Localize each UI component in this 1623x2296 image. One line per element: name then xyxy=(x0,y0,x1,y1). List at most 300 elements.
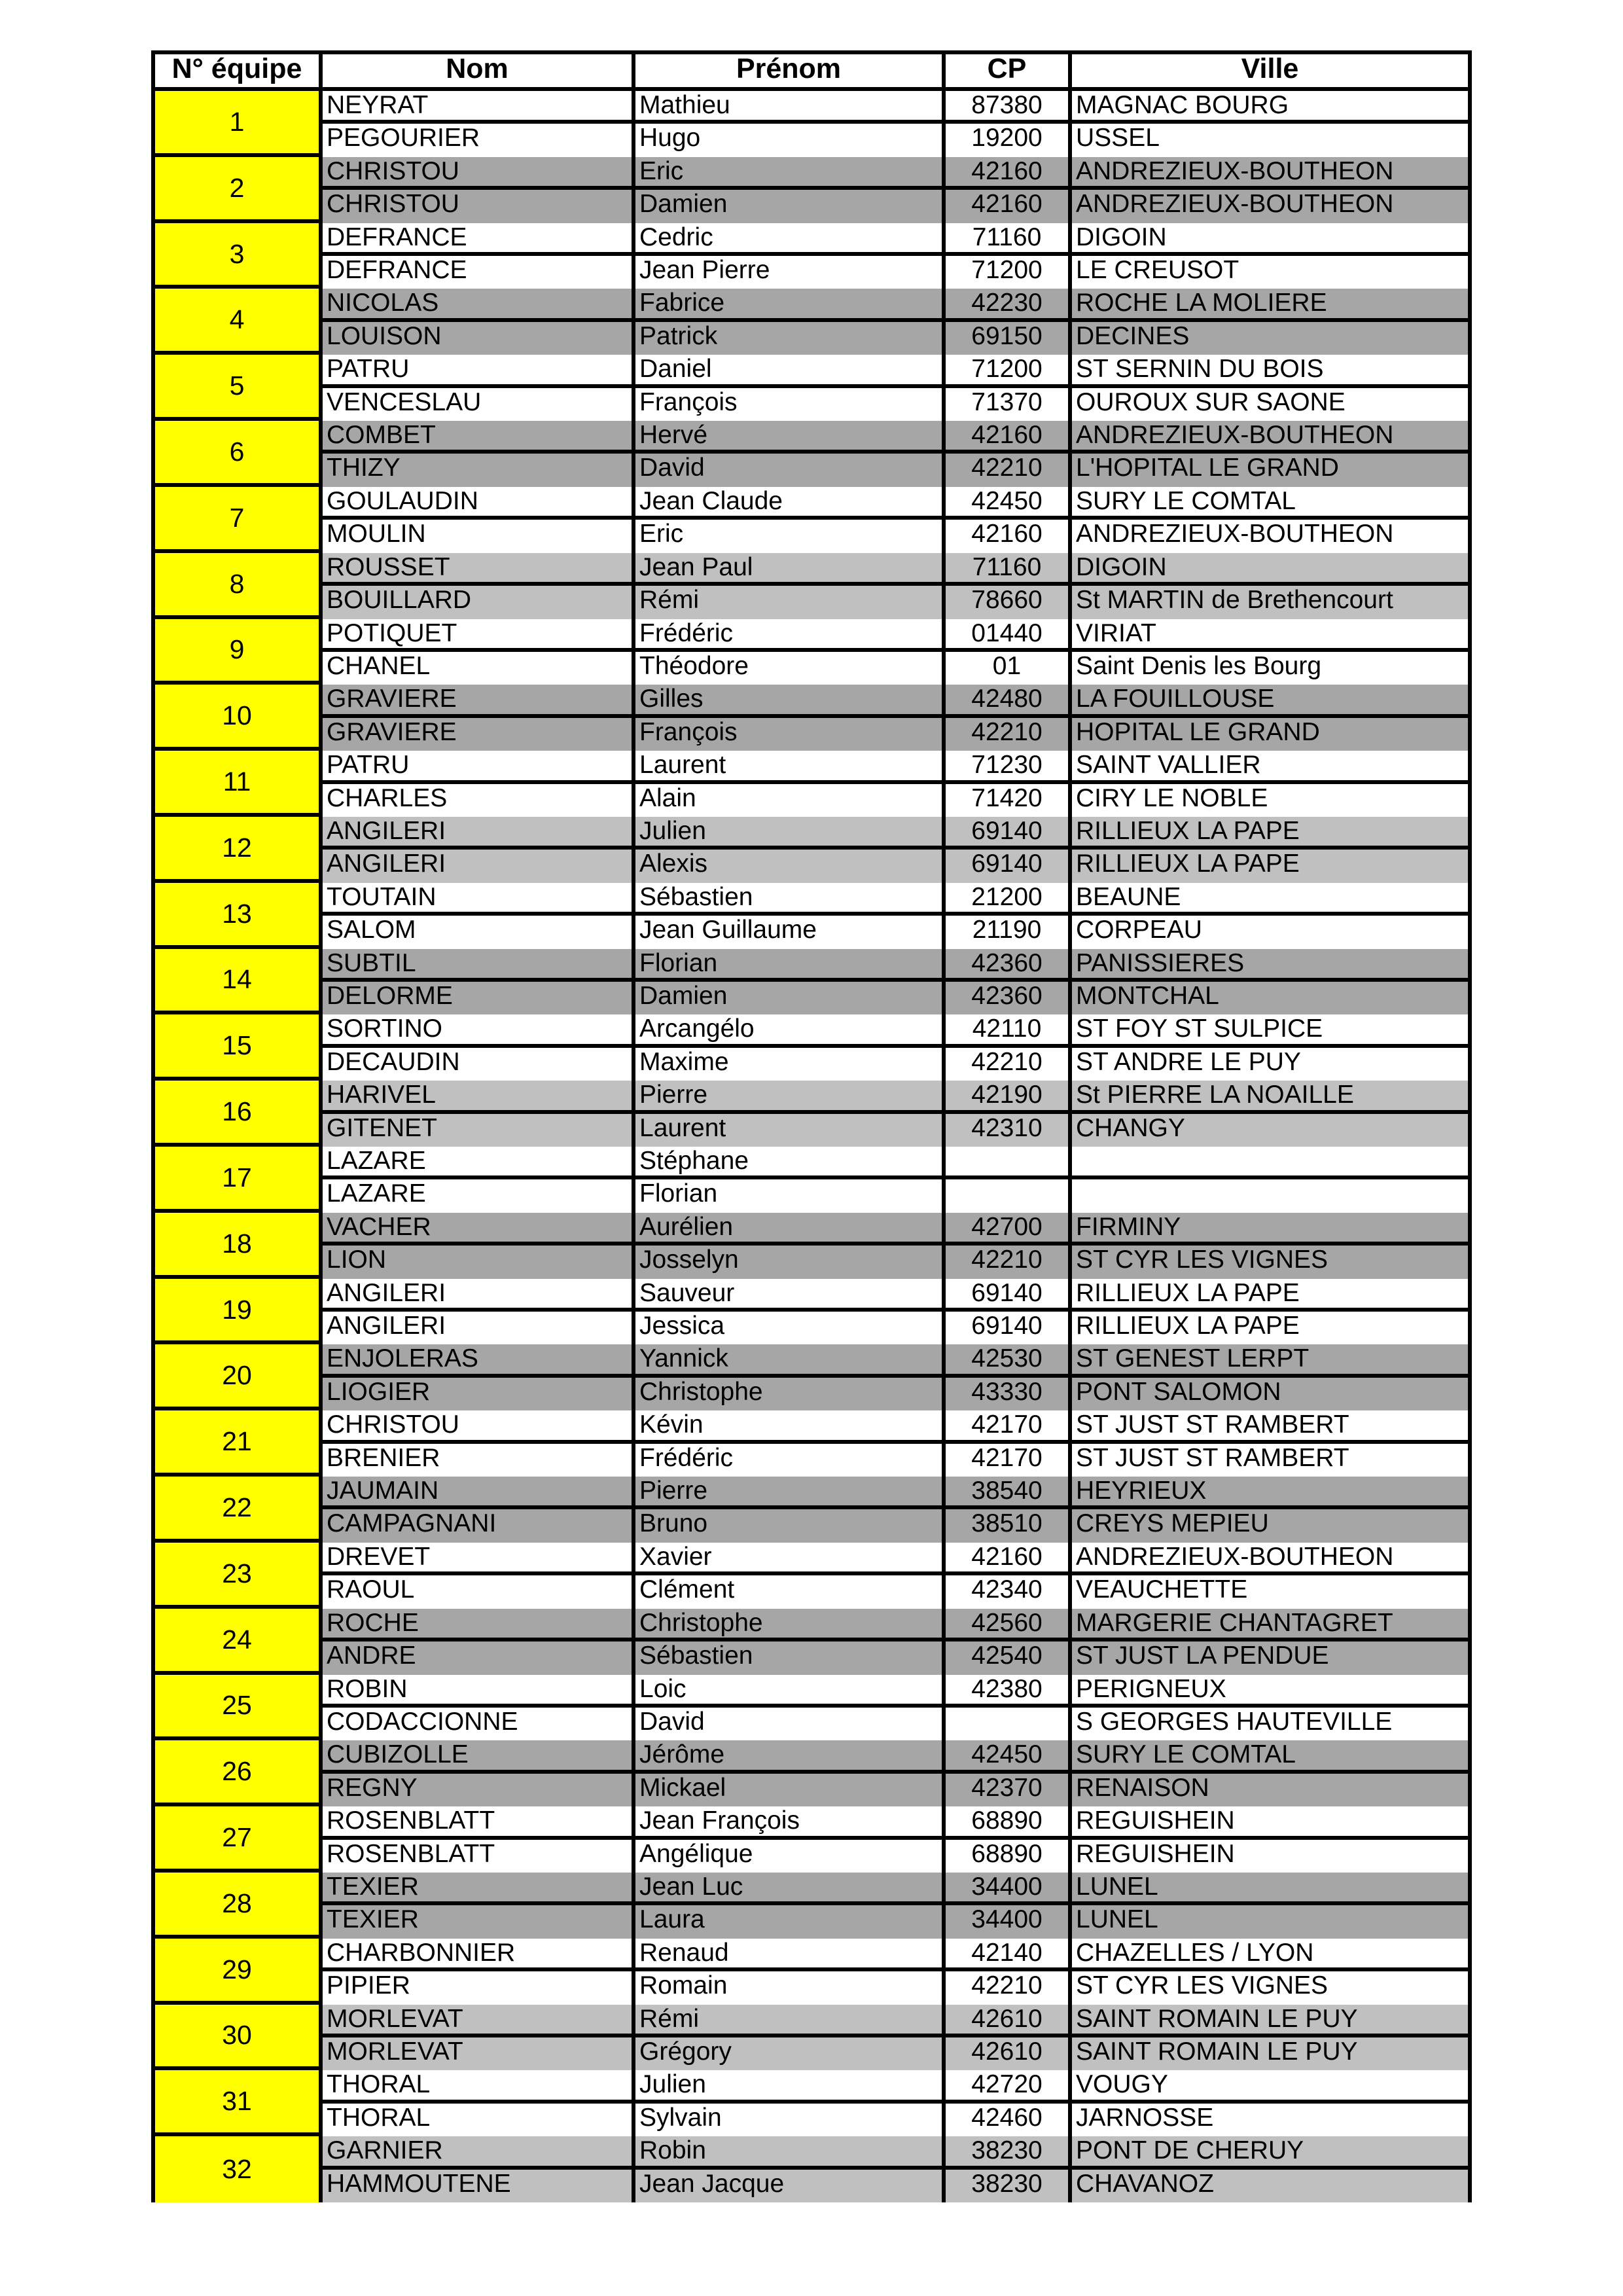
cell-prenom: Rémi xyxy=(635,586,946,619)
cell-ville: ST JUST ST RAMBERT xyxy=(1076,1443,1349,1472)
cell-prenom: François xyxy=(635,718,946,751)
cell-cp: 42360 xyxy=(946,949,1072,978)
cell-nom: CHRISTOU xyxy=(323,1410,635,1439)
cell-ville: DIGOIN xyxy=(1076,552,1167,581)
cell-cp: 42110 xyxy=(946,1014,1072,1043)
cell-prenom: Fabrice xyxy=(635,289,946,317)
player-row xyxy=(323,652,1468,685)
cell-cp: 42460 xyxy=(946,2104,1072,2136)
player-row xyxy=(323,2104,1468,2136)
player-row xyxy=(323,982,1468,1014)
player-row xyxy=(323,1806,1468,1839)
cell-ville xyxy=(1072,1147,1468,1175)
player-row xyxy=(323,256,1468,289)
cell-nom: DELORME xyxy=(323,982,635,1014)
cell-nom: SORTINO xyxy=(323,1014,635,1043)
cell-cp: 42170 xyxy=(946,1410,1072,1439)
cell-cp: 42530 xyxy=(946,1344,1072,1373)
cell-ville: ANDREZIEUX-BOUTHEON xyxy=(1076,156,1394,185)
player-row xyxy=(323,2136,1468,2169)
player-row xyxy=(323,718,1468,751)
team-block xyxy=(155,1279,1468,1345)
cell-cp xyxy=(946,1708,1072,1740)
cell-prenom: Pierre xyxy=(635,1081,946,1109)
cell-prenom: Arcangélo xyxy=(635,1014,946,1043)
cell-ville: RILLIEUX LA PAPE xyxy=(1076,1312,1300,1340)
cell-ville: HEYRIEUX xyxy=(1076,1477,1207,1505)
cell-ville: SAINT ROMAIN LE PUY xyxy=(1076,2037,1358,2066)
cell-ville: ST ANDRE LE PUY xyxy=(1076,1047,1301,1076)
player-row xyxy=(323,916,1468,948)
team-block xyxy=(155,619,1468,685)
cell-cp: 71160 xyxy=(946,223,1072,252)
cell-cp: 42310 xyxy=(946,1114,1072,1147)
cell-nom: DEFRANCE xyxy=(323,223,635,252)
team-block xyxy=(155,157,1468,223)
cell-nom: POTIQUET xyxy=(323,619,635,648)
cell-nom: PATRU xyxy=(323,751,635,780)
cell-ville: VIRIAT xyxy=(1076,619,1156,647)
team-number: 7 xyxy=(155,487,323,549)
cell-ville: St MARTIN de Brethencourt xyxy=(1076,586,1393,615)
team-number: 29 xyxy=(155,1939,323,2001)
cell-prenom: Mathieu xyxy=(635,91,946,120)
team-block xyxy=(155,685,1468,751)
cell-ville: MONTCHAL xyxy=(1076,981,1219,1010)
cell-cp: 42140 xyxy=(946,1939,1072,1967)
team-block xyxy=(155,1477,1468,1543)
cell-cp: 01440 xyxy=(946,619,1072,648)
player-row xyxy=(323,553,1468,586)
team-number: 24 xyxy=(155,1609,323,1671)
cell-nom: ROCHE xyxy=(323,1609,635,1638)
cell-cp: 42160 xyxy=(946,1543,1072,1571)
cell-ville: VOUGY xyxy=(1076,2070,1168,2099)
cell-cp: 42210 xyxy=(946,718,1072,751)
cell-cp: 42210 xyxy=(946,1246,1072,1278)
cell-cp: 21190 xyxy=(946,916,1072,948)
cell-nom: CUBIZOLLE xyxy=(323,1740,635,1769)
cell-prenom: Maxime xyxy=(635,1048,946,1081)
player-row xyxy=(323,520,1468,552)
cell-ville: ROCHE LA MOLIERE xyxy=(1076,289,1327,317)
team-number: 20 xyxy=(155,1344,323,1407)
cell-cp: 42380 xyxy=(946,1675,1072,1704)
cell-prenom: Damien xyxy=(635,190,946,223)
cell-cp: 71370 xyxy=(946,388,1072,421)
cell-prenom: David xyxy=(635,454,946,486)
cell-nom: ANDRE xyxy=(323,1641,635,1674)
player-row xyxy=(323,1312,1468,1344)
cell-prenom: Josselyn xyxy=(635,1246,946,1278)
cell-prenom: Damien xyxy=(635,982,946,1014)
team-number: 30 xyxy=(155,2005,323,2067)
cell-nom: VENCESLAU xyxy=(323,388,635,421)
player-row xyxy=(323,1444,1468,1477)
player-row xyxy=(323,1971,1468,2004)
player-row xyxy=(323,949,1468,982)
player-row xyxy=(323,322,1468,355)
cell-nom: ANGILERI xyxy=(323,817,635,846)
cell-cp: 42160 xyxy=(946,520,1072,552)
cell-ville: ANDREZIEUX-BOUTHEON xyxy=(1076,190,1394,219)
player-row xyxy=(323,1609,1468,1641)
cell-prenom: Jean Guillaume xyxy=(635,916,946,948)
cell-ville xyxy=(1072,1179,1468,1212)
player-row xyxy=(323,1246,1468,1278)
cell-prenom: Florian xyxy=(635,949,946,978)
team-block xyxy=(155,1213,1468,1279)
player-row xyxy=(323,1939,1468,1971)
cell-cp: 69140 xyxy=(946,817,1072,846)
cell-nom: SUBTIL xyxy=(323,949,635,978)
team-number: 25 xyxy=(155,1675,323,1737)
player-row xyxy=(323,1675,1468,1708)
player-row xyxy=(323,586,1468,619)
team-number: 32 xyxy=(155,2136,323,2202)
cell-cp: 19200 xyxy=(946,124,1072,156)
cell-ville: CHAZELLES / LYON xyxy=(1076,1938,1314,1967)
cell-cp: 38230 xyxy=(946,2170,1072,2202)
cell-nom: THORAL xyxy=(323,2070,635,2099)
cell-nom: HARIVEL xyxy=(323,1081,635,1109)
cell-cp: 43330 xyxy=(946,1378,1072,1410)
team-block xyxy=(155,289,1468,355)
cell-ville: ANDREZIEUX-BOUTHEON xyxy=(1076,421,1394,450)
cell-cp: 42720 xyxy=(946,2070,1072,2099)
cell-prenom: Julien xyxy=(635,817,946,846)
cell-nom: GRAVIERE xyxy=(323,685,635,713)
team-block xyxy=(155,2005,1468,2071)
cell-prenom: Sébastien xyxy=(635,1641,946,1674)
cell-prenom: Frédéric xyxy=(635,1444,946,1477)
cell-nom: ANGILERI xyxy=(323,850,635,882)
cell-prenom: Aurélien xyxy=(635,1213,946,1242)
cell-cp: 71200 xyxy=(946,256,1072,289)
player-row xyxy=(323,124,1468,156)
cell-prenom: Alain xyxy=(635,784,946,817)
cell-prenom: Romain xyxy=(635,1971,946,2004)
player-row xyxy=(323,1213,1468,1246)
cell-prenom: Eric xyxy=(635,520,946,552)
cell-ville: BEAUNE xyxy=(1076,882,1181,911)
cell-prenom: Angélique xyxy=(635,1840,946,1873)
cell-cp: 42210 xyxy=(946,454,1072,486)
cell-nom: ROBIN xyxy=(323,1675,635,1704)
cell-cp: 38230 xyxy=(946,2136,1072,2165)
cell-prenom: François xyxy=(635,388,946,421)
cell-nom: THIZY xyxy=(323,454,635,486)
team-number: 26 xyxy=(155,1740,323,1803)
player-row xyxy=(323,2170,1468,2202)
cell-prenom: Jean Jacque xyxy=(635,2170,946,2202)
cell-nom: VACHER xyxy=(323,1213,635,1242)
cell-ville: ST FOY ST SULPICE xyxy=(1076,1014,1323,1043)
cell-nom: ENJOLERAS xyxy=(323,1344,635,1373)
cell-ville: DIGOIN xyxy=(1076,223,1167,251)
cell-ville: PONT SALOMON xyxy=(1076,1377,1281,1406)
cell-ville: S GEORGES HAUTEVILLE xyxy=(1076,1707,1393,1736)
team-block xyxy=(155,223,1468,289)
cell-cp: 68890 xyxy=(946,1840,1072,1873)
player-row xyxy=(323,1641,1468,1674)
cell-prenom: Mickael xyxy=(635,1774,946,1806)
cell-prenom: Cedric xyxy=(635,223,946,252)
cell-nom: LION xyxy=(323,1246,635,1278)
cell-prenom: Alexis xyxy=(635,850,946,882)
team-block xyxy=(155,2070,1468,2136)
team-block xyxy=(155,355,1468,421)
player-row xyxy=(323,1740,1468,1773)
player-row xyxy=(323,1543,1468,1575)
cell-prenom: Kévin xyxy=(635,1410,946,1439)
player-row xyxy=(323,1708,1468,1740)
player-row xyxy=(323,883,1468,916)
cell-cp: 42210 xyxy=(946,1048,1072,1081)
team-number: 15 xyxy=(155,1014,323,1077)
cell-cp: 42480 xyxy=(946,685,1072,713)
player-row xyxy=(323,190,1468,223)
cell-ville: SAINT ROMAIN LE PUY xyxy=(1076,2004,1358,2033)
team-block xyxy=(155,91,1468,157)
team-number: 16 xyxy=(155,1081,323,1143)
cell-cp: 42340 xyxy=(946,1575,1072,1608)
cell-cp: 42700 xyxy=(946,1213,1072,1242)
team-block xyxy=(155,553,1468,619)
team-number: 3 xyxy=(155,223,323,285)
cell-nom: GOULAUDIN xyxy=(323,487,635,516)
player-row xyxy=(323,1840,1468,1873)
cell-ville: LA FOUILLOUSE xyxy=(1076,685,1275,713)
cell-ville: CIRY LE NOBLE xyxy=(1076,783,1268,812)
team-block xyxy=(155,1939,1468,2005)
cell-prenom: Robin xyxy=(635,2136,946,2165)
cell-cp: 42210 xyxy=(946,1971,1072,2004)
cell-ville: FIRMINY xyxy=(1076,1212,1181,1241)
cell-nom: LAZARE xyxy=(323,1147,635,1175)
cell-ville: Saint Denis les Bourg xyxy=(1076,651,1322,680)
cell-nom: REGNY xyxy=(323,1774,635,1806)
player-row xyxy=(323,388,1468,421)
cell-nom: LAZARE xyxy=(323,1179,635,1212)
cell-prenom: Xavier xyxy=(635,1543,946,1571)
player-row xyxy=(323,1147,1468,1179)
cell-ville: ST JUST LA PENDUE xyxy=(1076,1641,1329,1670)
team-number: 6 xyxy=(155,421,323,483)
cell-nom: TOUTAIN xyxy=(323,883,635,912)
cell-ville: USSEL xyxy=(1076,124,1160,152)
cell-cp: 71230 xyxy=(946,751,1072,780)
cell-nom: NICOLAS xyxy=(323,289,635,317)
team-number: 27 xyxy=(155,1806,323,1869)
cell-ville: ST GENEST LERPT xyxy=(1076,1344,1310,1373)
cell-prenom: Jérôme xyxy=(635,1740,946,1769)
cell-nom: MOULIN xyxy=(323,520,635,552)
cell-prenom: Loic xyxy=(635,1675,946,1704)
header-prenom: Prénom xyxy=(635,54,946,91)
cell-prenom: Rémi xyxy=(635,2005,946,2034)
player-row xyxy=(323,1873,1468,1905)
cell-nom: LIOGIER xyxy=(323,1378,635,1410)
team-number: 4 xyxy=(155,289,323,351)
cell-ville: ANDREZIEUX-BOUTHEON xyxy=(1076,1542,1394,1571)
cell-prenom: Hugo xyxy=(635,124,946,156)
cell-cp: 34400 xyxy=(946,1873,1072,1901)
cell-ville: SAINT VALLIER xyxy=(1076,751,1261,780)
cell-nom: CHRISTOU xyxy=(323,190,635,223)
cell-prenom: Hervé xyxy=(635,421,946,450)
player-row xyxy=(323,91,1468,124)
team-block xyxy=(155,1806,1468,1873)
player-row xyxy=(323,1048,1468,1081)
cell-prenom: Pierre xyxy=(635,1477,946,1505)
team-number: 19 xyxy=(155,1279,323,1341)
cell-nom: GRAVIERE xyxy=(323,718,635,751)
cell-prenom: Renaud xyxy=(635,1939,946,1967)
team-block xyxy=(155,421,1468,487)
cell-cp: 71200 xyxy=(946,355,1072,384)
cell-ville: CHANGY xyxy=(1076,1113,1185,1142)
cell-cp: 71420 xyxy=(946,784,1072,817)
team-list xyxy=(155,91,1468,2202)
cell-ville: RILLIEUX LA PAPE xyxy=(1076,850,1300,878)
cell-nom: ROSENBLATT xyxy=(323,1806,635,1835)
cell-nom: MORLEVAT xyxy=(323,2005,635,2034)
cell-nom: LOUISON xyxy=(323,322,635,355)
team-block xyxy=(155,1675,1468,1741)
cell-prenom: Jean Luc xyxy=(635,1873,946,1901)
cell-nom: MORLEVAT xyxy=(323,2037,635,2070)
team-block xyxy=(155,949,1468,1015)
player-row xyxy=(323,685,1468,717)
cell-ville: HOPITAL LE GRAND xyxy=(1076,717,1320,746)
team-number: 9 xyxy=(155,619,323,681)
team-number: 5 xyxy=(155,355,323,417)
team-number: 8 xyxy=(155,553,323,615)
cell-nom: BRENIER xyxy=(323,1444,635,1477)
cell-prenom: Eric xyxy=(635,157,946,186)
header-nom: Nom xyxy=(323,54,635,91)
cell-nom: CHARBONNIER xyxy=(323,1939,635,1967)
cell-cp: 42170 xyxy=(946,1444,1072,1477)
cell-ville: St PIERRE LA NOAILLE xyxy=(1076,1081,1354,1109)
player-row xyxy=(323,1014,1468,1047)
cell-cp: 42160 xyxy=(946,421,1072,450)
team-number: 17 xyxy=(155,1147,323,1209)
cell-nom: ANGILERI xyxy=(323,1279,635,1308)
cell-prenom: Jean Pierre xyxy=(635,256,946,289)
cell-cp: 69140 xyxy=(946,1279,1072,1308)
cell-prenom: Clément xyxy=(635,1575,946,1608)
cell-cp: 42370 xyxy=(946,1774,1072,1806)
cell-nom: TEXIER xyxy=(323,1905,635,1938)
cell-ville: SURY LE COMTAL xyxy=(1076,1740,1296,1769)
team-block xyxy=(155,2136,1468,2202)
team-number: 2 xyxy=(155,157,323,219)
team-number: 18 xyxy=(155,1213,323,1275)
cell-prenom: Bruno xyxy=(635,1509,946,1542)
cell-ville: PANISSIERES xyxy=(1076,948,1245,977)
cell-cp: 42360 xyxy=(946,982,1072,1014)
team-block xyxy=(155,1147,1468,1213)
cell-nom: SALOM xyxy=(323,916,635,948)
cell-prenom: Julien xyxy=(635,2070,946,2099)
team-block xyxy=(155,1410,1468,1477)
cell-ville: VEAUCHETTE xyxy=(1076,1575,1248,1604)
player-row xyxy=(323,2037,1468,2070)
team-number: 12 xyxy=(155,817,323,879)
cell-ville: OUROUX SUR SAONE xyxy=(1076,387,1346,416)
cell-cp: 71160 xyxy=(946,553,1072,582)
cell-prenom: Stéphane xyxy=(635,1147,946,1175)
cell-cp: 42610 xyxy=(946,2037,1072,2070)
cell-nom: GARNIER xyxy=(323,2136,635,2165)
cell-cp xyxy=(946,1179,1072,1212)
cell-cp: 38510 xyxy=(946,1509,1072,1542)
player-row xyxy=(323,355,1468,387)
cell-ville: L'HOPITAL LE GRAND xyxy=(1076,454,1339,482)
player-row xyxy=(323,1410,1468,1443)
cell-nom: CHRISTOU xyxy=(323,157,635,186)
header-ville: Ville xyxy=(1072,54,1468,91)
cell-cp: 87380 xyxy=(946,91,1072,120)
team-block xyxy=(155,487,1468,553)
cell-prenom: Jean Claude xyxy=(635,487,946,516)
cell-cp: 78660 xyxy=(946,586,1072,619)
cell-ville: ST JUST ST RAMBERT xyxy=(1076,1410,1349,1439)
cell-prenom: Théodore xyxy=(635,652,946,685)
cell-cp: 42160 xyxy=(946,157,1072,186)
cell-nom: ROUSSET xyxy=(323,553,635,582)
player-row xyxy=(323,1378,1468,1410)
player-row xyxy=(323,1344,1468,1377)
cell-nom: TEXIER xyxy=(323,1873,635,1901)
player-row xyxy=(323,454,1468,486)
team-number: 14 xyxy=(155,949,323,1011)
cell-nom: GITENET xyxy=(323,1114,635,1147)
team-number: 22 xyxy=(155,1477,323,1539)
cell-cp: 68890 xyxy=(946,1806,1072,1835)
cell-cp xyxy=(946,1147,1072,1175)
cell-ville: ST CYR LES VIGNES xyxy=(1076,1971,1329,2000)
cell-prenom: Florian xyxy=(635,1179,946,1212)
team-roster-table xyxy=(151,50,1472,2202)
cell-ville: ST CYR LES VIGNES xyxy=(1076,1246,1329,1274)
team-block xyxy=(155,1081,1468,1147)
cell-prenom: Jean Paul xyxy=(635,553,946,582)
player-row xyxy=(323,1905,1468,1938)
cell-prenom: Frédéric xyxy=(635,619,946,648)
cell-cp: 42540 xyxy=(946,1641,1072,1674)
cell-ville: SURY LE COMTAL xyxy=(1076,486,1296,515)
team-number: 13 xyxy=(155,883,323,945)
cell-cp: 01 xyxy=(946,652,1072,685)
cell-cp: 42610 xyxy=(946,2005,1072,2034)
cell-prenom: Jessica xyxy=(635,1312,946,1344)
player-row xyxy=(323,223,1468,256)
team-number: 21 xyxy=(155,1410,323,1473)
cell-cp: 42230 xyxy=(946,289,1072,317)
cell-cp: 42160 xyxy=(946,190,1072,223)
player-row xyxy=(323,289,1468,321)
cell-prenom: Christophe xyxy=(635,1609,946,1638)
cell-prenom: Sylvain xyxy=(635,2104,946,2136)
team-block xyxy=(155,751,1468,817)
cell-ville: REGUISHEIN xyxy=(1076,1839,1235,1868)
table-header-row xyxy=(155,54,1468,91)
player-row xyxy=(323,421,1468,454)
cell-nom: BOUILLARD xyxy=(323,586,635,619)
